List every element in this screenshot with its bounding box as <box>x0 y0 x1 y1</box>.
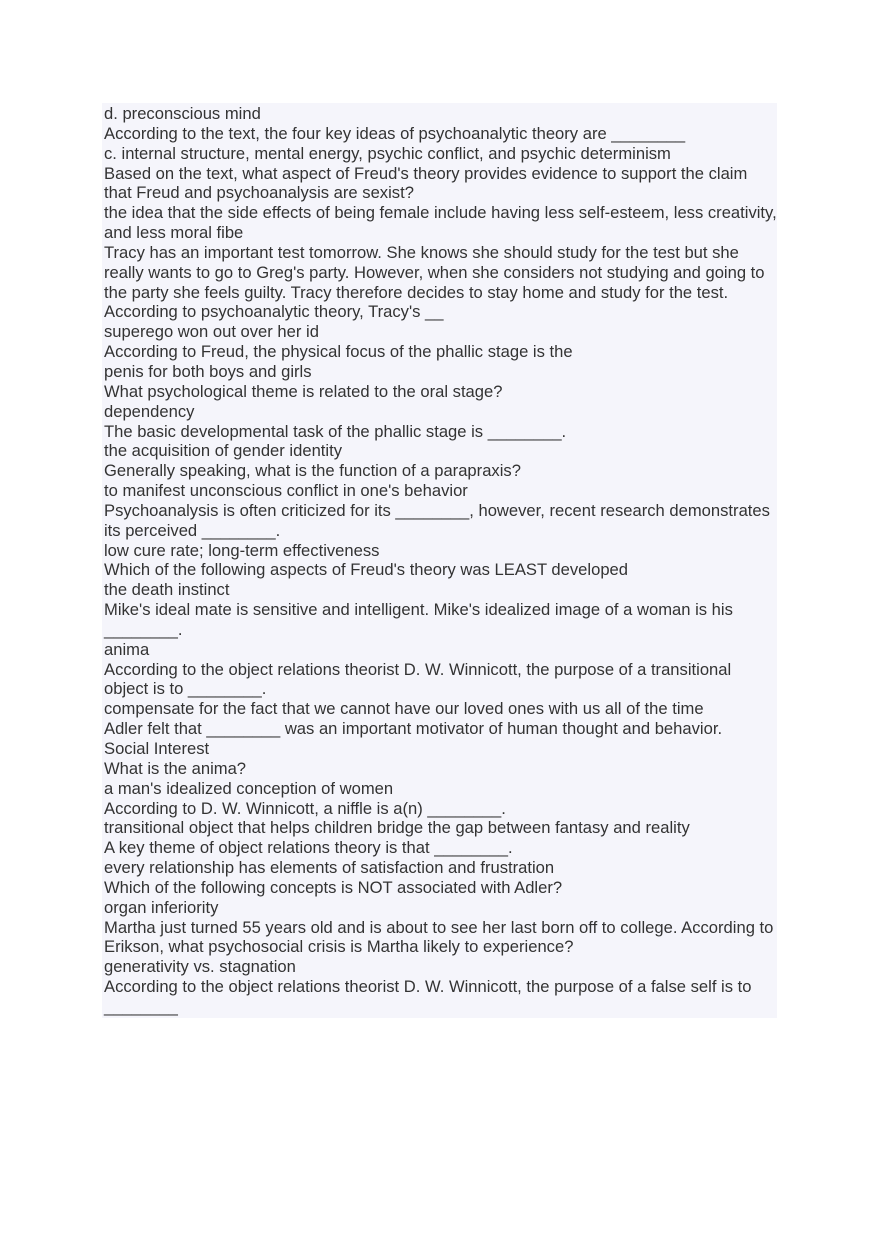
question-line: Mike's ideal mate is sensitive and intelligent. Mike's idealized image of a woman is his ________. <box>104 600 733 639</box>
answer-line: to manifest unconscious conflict in one's behavior <box>104 481 468 501</box>
answer-line: the idea that the side effects of being female include having less self-esteem, less creativity, and less moral fibe <box>104 203 777 243</box>
answer-line: transitional object that helps children bridge the gap between fantasy and reality <box>104 818 690 838</box>
question-line: Which of the following concepts is NOT associated with Adler? <box>104 877 563 897</box>
answer-line: c. internal structure, mental energy, psychic conflict, and psychic determinism <box>104 143 671 163</box>
answer-line: every relationship has elements of satisfaction and frustration <box>104 858 555 878</box>
question-line: According to the text, the four key ideas of psychoanalytic theory are ________ <box>104 123 686 143</box>
question-line: What is the anima? <box>104 758 247 778</box>
question-line: According to D. W. Winnicott, a niffle is a(n) ________. <box>104 798 506 818</box>
question-line: A key theme of object relations theory is that ________. <box>104 838 513 858</box>
question-line: Based on the text, what aspect of Freud's theory provides evidence to support the claim that Freud and psychoanalysis are sexist? <box>104 163 748 203</box>
question-line: According to the object relations theorist D. W. Winnicott, the purpose of a false self is to ________ <box>104 977 752 1016</box>
answer-line: compensate for the fact that we cannot have our loved ones with us all of the time <box>104 699 704 719</box>
answer-line: d. preconscious mind <box>104 104 261 123</box>
answer-line: a man's idealized conception of women <box>104 778 394 798</box>
question-line: Tracy has an important test tomorrow. She knows she should study for the test but she really wants to go to Greg's party. However, when she considers not studying and going to the party she feels guilty. Tracy therefore decides to stay home and study for the test. According to psychoanalytic theory, Tracy's __ <box>104 242 765 322</box>
question-line: Martha just turned 55 years old and is about to see her last born off to college. According to Erikson, what psychosocial crisis is Martha likely to experience? <box>104 917 774 957</box>
answer-line: dependency <box>104 401 195 421</box>
answer-line: superego won out over her id <box>104 322 319 342</box>
question-line: What psychological theme is related to the oral stage? <box>104 381 503 401</box>
answer-line: anima <box>104 639 150 659</box>
question-line: Adler felt that ________ was an important motivator of human thought and behavior. <box>104 719 723 739</box>
answer-line: penis for both boys and girls <box>104 361 312 381</box>
question-line: According to Freud, the physical focus of the phallic stage is the <box>104 342 573 362</box>
answer-line: low cure rate; long-term effectiveness <box>104 540 380 560</box>
answer-line: generativity vs. stagnation <box>104 957 296 977</box>
answer-line: the death instinct <box>104 580 230 600</box>
question-line: According to the object relations theorist D. W. Winnicott, the purpose of a transitional object is to ________. <box>104 659 732 699</box>
question-line: The basic developmental task of the phallic stage is ________. <box>104 421 567 441</box>
qa-text-block <box>102 103 777 1018</box>
question-line: Psychoanalysis is often criticized for its ________, however, recent research demonstrates its perceived ________. <box>104 500 770 540</box>
answer-line: the acquisition of gender identity <box>104 441 343 461</box>
question-line: Which of the following aspects of Freud's theory was LEAST developed <box>104 560 628 580</box>
question-line: Generally speaking, what is the function of a parapraxis? <box>104 461 521 481</box>
answer-line: Social Interest <box>104 739 210 758</box>
answer-line: organ inferiority <box>104 897 219 917</box>
